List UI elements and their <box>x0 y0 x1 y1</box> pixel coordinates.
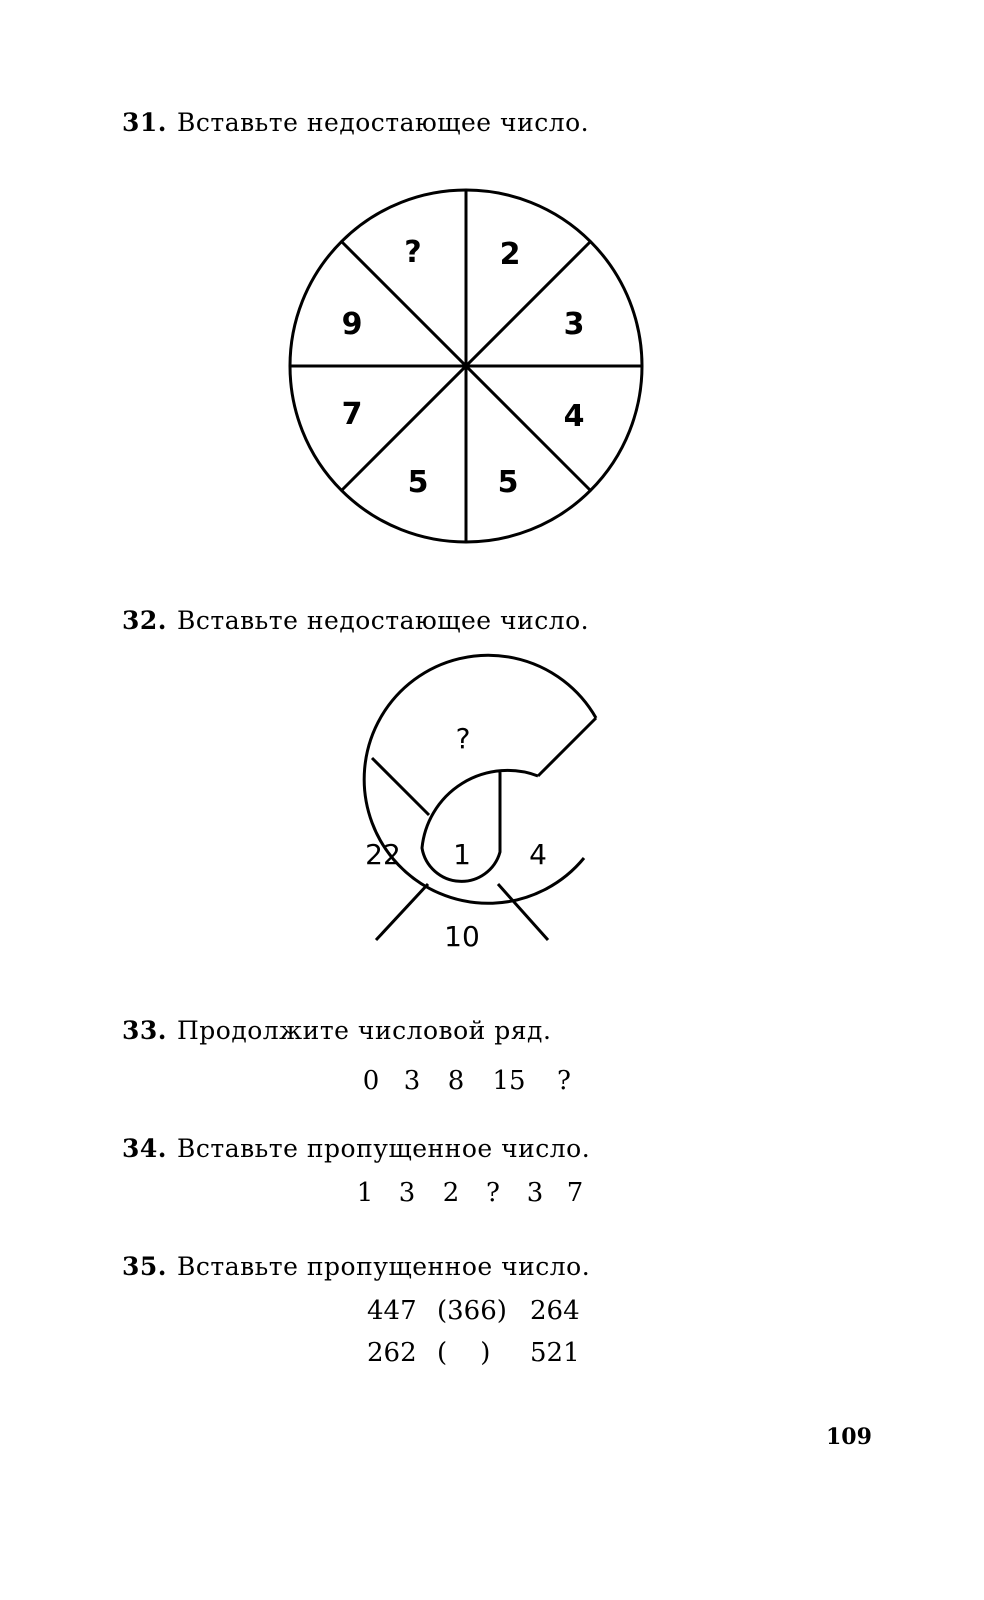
wheel-segment-value: ? <box>404 235 422 270</box>
grid-cell: (366) <box>437 1296 507 1326</box>
sequence-value: 1 <box>356 1178 374 1208</box>
grid-cell: 521 <box>530 1338 580 1368</box>
sequence-value: ? <box>557 1066 571 1096</box>
wheel-segment-value: 3 <box>563 307 585 342</box>
sequence-value: 8 <box>447 1066 465 1096</box>
problem-35-text: Вставьте пропущенное число. <box>177 1252 591 1281</box>
problem-33-title <box>122 1016 551 1045</box>
problem-32-text: Вставьте недостающее число. <box>177 606 590 635</box>
problem-35-title <box>122 1252 590 1281</box>
grid-cell: 262 <box>367 1338 417 1368</box>
problem-33-text: Продолжите числовой ряд. <box>177 1016 552 1045</box>
problem-33-sequence <box>356 1066 584 1096</box>
wheel-segment-value: 4 <box>563 399 585 434</box>
sequence-value: 3 <box>398 1178 416 1208</box>
problem-31-number: 31. <box>122 108 167 137</box>
problem-31-text: Вставьте недостающее число. <box>177 108 590 137</box>
sequence-value: 3 <box>403 1066 421 1096</box>
spiral-segment-value: 1 <box>453 838 471 871</box>
spiral-segment-value: 10 <box>444 920 480 953</box>
problem-32-title <box>122 606 589 635</box>
wheel-segment-value: 9 <box>341 307 363 342</box>
page-number: 109 <box>826 1424 872 1450</box>
spiral-segment-value: 22 <box>365 838 401 871</box>
wheel-segment-value: 5 <box>407 465 429 500</box>
sequence-value: 2 <box>442 1178 460 1208</box>
spiral-divider <box>376 884 428 940</box>
sequence-value: 15 <box>492 1066 526 1096</box>
spiral-divider <box>372 758 429 815</box>
problem-35-number: 35. <box>122 1252 167 1281</box>
spiral-labels <box>365 722 547 953</box>
wheel-segment-value: 7 <box>341 397 363 432</box>
wheel-segment-value: 5 <box>497 465 519 500</box>
grid-cell: ( ) <box>437 1338 491 1368</box>
problem-34-sequence <box>350 1178 598 1208</box>
spiral-segment-value: 4 <box>529 838 547 871</box>
spiral-divider <box>538 718 596 776</box>
problem-34-number: 34. <box>122 1134 167 1163</box>
problem-34-text: Вставьте пропущенное число. <box>177 1134 591 1163</box>
grid-cell: 447 <box>367 1296 417 1326</box>
problem-33-number: 33. <box>122 1016 167 1045</box>
wheel-figure <box>290 190 642 542</box>
spiral-segment-value: ? <box>455 722 471 755</box>
problem-34-title <box>122 1134 590 1163</box>
sequence-value: ? <box>486 1178 500 1208</box>
sequence-value: 7 <box>566 1178 584 1208</box>
grid-cell: 264 <box>530 1296 580 1326</box>
sequence-value: 3 <box>526 1178 544 1208</box>
spiral-figure <box>364 655 596 940</box>
sequence-value: 0 <box>362 1066 380 1096</box>
problem-32-number: 32. <box>122 606 167 635</box>
spiral-inner-arc <box>422 770 538 881</box>
wheel-segment-value: 2 <box>499 237 521 272</box>
